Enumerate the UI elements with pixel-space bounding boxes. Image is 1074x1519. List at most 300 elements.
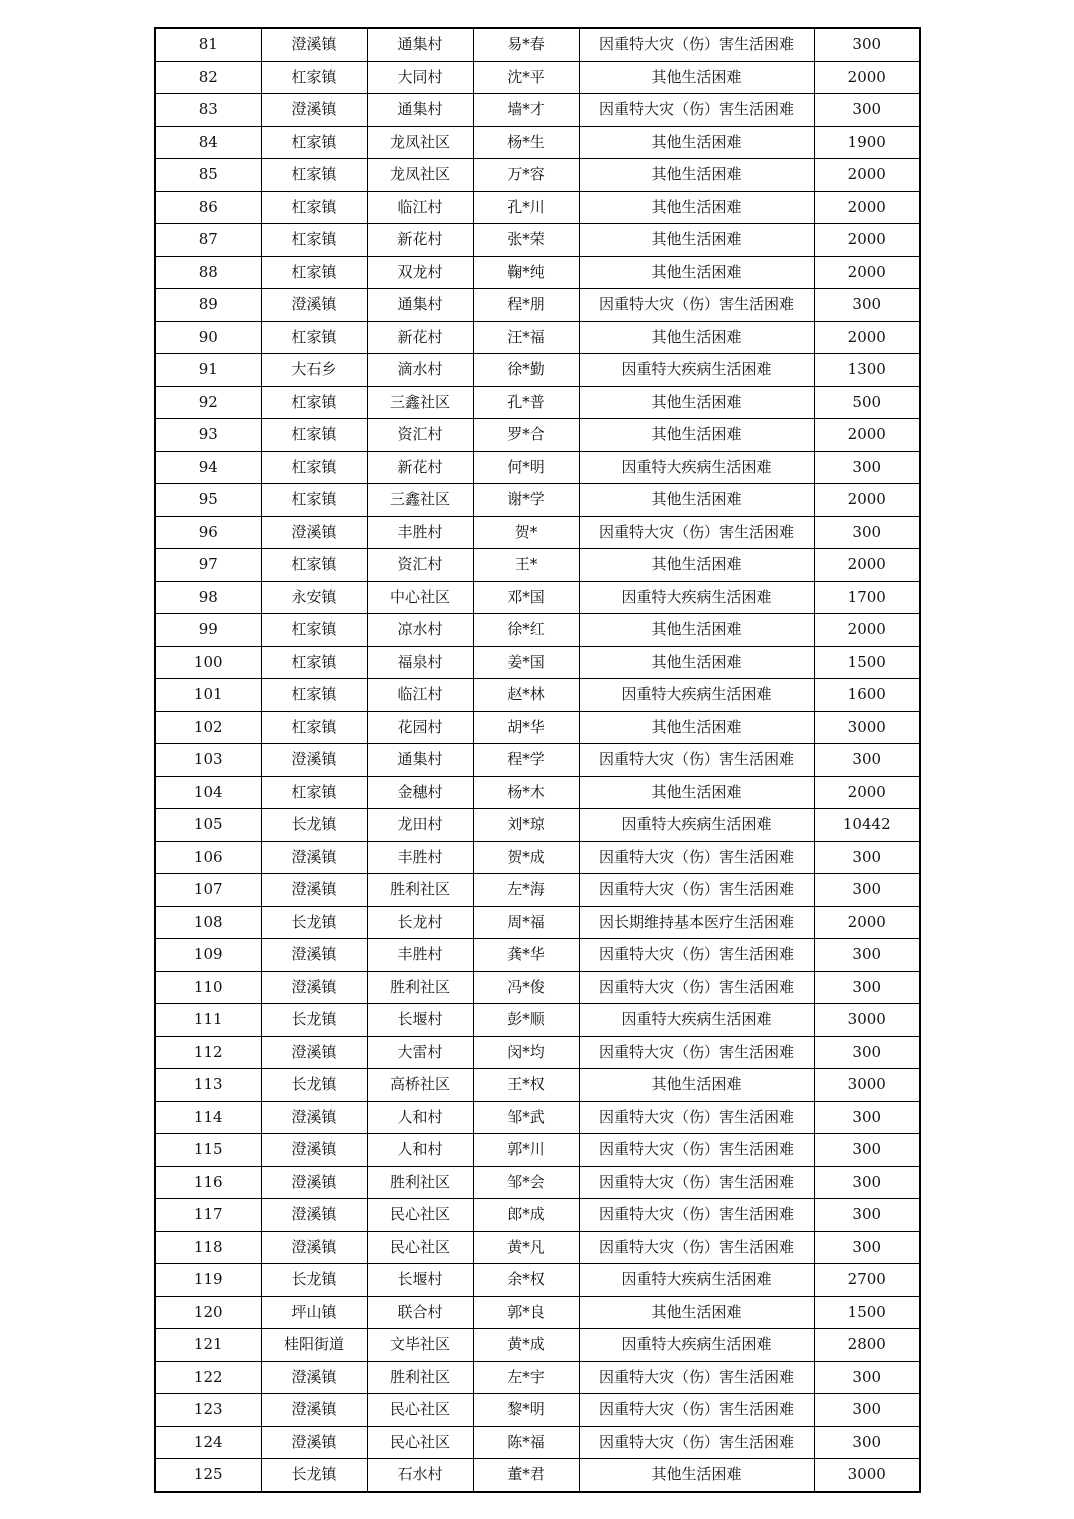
recipient-name-cell: 贺*: [473, 516, 579, 549]
village-cell: 胜利社区: [367, 1361, 473, 1394]
row-number-cell: 120: [155, 1296, 261, 1329]
hardship-type-cell: 因重特大灾（伤）害生活困难: [579, 1231, 814, 1264]
amount-cell: 300: [814, 1101, 920, 1134]
table-row: [155, 549, 920, 582]
hardship-type-cell: 因重特大灾（伤）害生活困难: [579, 1199, 814, 1232]
table-row: [155, 1361, 920, 1394]
row-number-cell: 88: [155, 256, 261, 289]
table-row: [155, 1459, 920, 1492]
town-cell: 杠家镇: [261, 191, 367, 224]
amount-cell: 2000: [814, 321, 920, 354]
table-row: [155, 1166, 920, 1199]
hardship-type-cell: 其他生活困难: [579, 1459, 814, 1492]
table-row: [155, 191, 920, 224]
village-cell: 民心社区: [367, 1199, 473, 1232]
village-cell: 新花村: [367, 451, 473, 484]
town-cell: 长龙镇: [261, 906, 367, 939]
amount-cell: 300: [814, 1426, 920, 1459]
town-cell: 大石乡: [261, 354, 367, 387]
town-cell: 澄溪镇: [261, 516, 367, 549]
town-cell: 澄溪镇: [261, 28, 367, 61]
village-cell: 胜利社区: [367, 1166, 473, 1199]
hardship-type-cell: 其他生活困难: [579, 711, 814, 744]
recipient-name-cell: 徐*红: [473, 614, 579, 647]
village-cell: 中心社区: [367, 581, 473, 614]
recipient-name-cell: 姜*国: [473, 646, 579, 679]
amount-cell: 2000: [814, 549, 920, 582]
hardship-type-cell: 因重特大疾病生活困难: [579, 809, 814, 842]
table-row: [155, 1426, 920, 1459]
recipient-name-cell: 汪*福: [473, 321, 579, 354]
hardship-type-cell: 其他生活困难: [579, 321, 814, 354]
village-cell: 双龙村: [367, 256, 473, 289]
table-row: [155, 354, 920, 387]
table-row: [155, 679, 920, 712]
village-cell: 联合村: [367, 1296, 473, 1329]
hardship-type-cell: 因重特大疾病生活困难: [579, 1329, 814, 1362]
town-cell: 长龙镇: [261, 1264, 367, 1297]
recipient-name-cell: 董*君: [473, 1459, 579, 1492]
village-cell: 高桥社区: [367, 1069, 473, 1102]
hardship-type-cell: 因重特大疾病生活困难: [579, 451, 814, 484]
recipient-name-cell: 左*海: [473, 874, 579, 907]
hardship-type-cell: 因重特大灾（伤）害生活困难: [579, 289, 814, 322]
recipient-name-cell: 徐*勤: [473, 354, 579, 387]
town-cell: 澄溪镇: [261, 289, 367, 322]
recipient-name-cell: 程*朋: [473, 289, 579, 322]
table-row: [155, 321, 920, 354]
hardship-type-cell: 因重特大灾（伤）害生活困难: [579, 28, 814, 61]
recipient-name-cell: 邹*会: [473, 1166, 579, 1199]
row-number-cell: 84: [155, 126, 261, 159]
amount-cell: 1300: [814, 354, 920, 387]
row-number-cell: 123: [155, 1394, 261, 1427]
row-number-cell: 97: [155, 549, 261, 582]
table-row: [155, 874, 920, 907]
hardship-type-cell: 因重特大疾病生活困难: [579, 354, 814, 387]
recipient-name-cell: 黄*凡: [473, 1231, 579, 1264]
amount-cell: 300: [814, 939, 920, 972]
town-cell: 长龙镇: [261, 809, 367, 842]
village-cell: 长龙村: [367, 906, 473, 939]
village-cell: 临江村: [367, 191, 473, 224]
table-row: [155, 776, 920, 809]
town-cell: 杠家镇: [261, 679, 367, 712]
recipient-name-cell: 彭*顺: [473, 1004, 579, 1037]
hardship-type-cell: 其他生活困难: [579, 159, 814, 192]
table-row: [155, 711, 920, 744]
hardship-type-cell: 其他生活困难: [579, 484, 814, 517]
hardship-type-cell: 因重特大灾（伤）害生活困难: [579, 1134, 814, 1167]
row-number-cell: 115: [155, 1134, 261, 1167]
recipient-name-cell: 左*宇: [473, 1361, 579, 1394]
table-row: [155, 809, 920, 842]
village-cell: 人和村: [367, 1101, 473, 1134]
amount-cell: 1700: [814, 581, 920, 614]
amount-cell: 3000: [814, 1004, 920, 1037]
row-number-cell: 81: [155, 28, 261, 61]
recipient-name-cell: 王*权: [473, 1069, 579, 1102]
town-cell: 澄溪镇: [261, 1361, 367, 1394]
village-cell: 三鑫社区: [367, 484, 473, 517]
table-row: [155, 256, 920, 289]
village-cell: 人和村: [367, 1134, 473, 1167]
row-number-cell: 102: [155, 711, 261, 744]
hardship-type-cell: 其他生活困难: [579, 646, 814, 679]
table-body: [155, 28, 920, 1492]
recipient-name-cell: 赵*林: [473, 679, 579, 712]
town-cell: 杠家镇: [261, 386, 367, 419]
table-row: [155, 61, 920, 94]
village-cell: 龙凤社区: [367, 159, 473, 192]
village-cell: 福泉村: [367, 646, 473, 679]
row-number-cell: 121: [155, 1329, 261, 1362]
amount-cell: 2700: [814, 1264, 920, 1297]
amount-cell: 300: [814, 744, 920, 777]
town-cell: 杠家镇: [261, 321, 367, 354]
hardship-type-cell: 因重特大灾（伤）害生活困难: [579, 1101, 814, 1134]
town-cell: 澄溪镇: [261, 744, 367, 777]
hardship-type-cell: 其他生活困难: [579, 126, 814, 159]
recipient-name-cell: 沈*平: [473, 61, 579, 94]
town-cell: 澄溪镇: [261, 939, 367, 972]
table-row: [155, 1394, 920, 1427]
hardship-type-cell: 其他生活困难: [579, 224, 814, 257]
amount-cell: 300: [814, 1166, 920, 1199]
recipient-name-cell: 罗*合: [473, 419, 579, 452]
table-row: [155, 971, 920, 1004]
row-number-cell: 112: [155, 1036, 261, 1069]
town-cell: 澄溪镇: [261, 1166, 367, 1199]
recipient-name-cell: 黄*成: [473, 1329, 579, 1362]
hardship-type-cell: 其他生活困难: [579, 256, 814, 289]
row-number-cell: 83: [155, 94, 261, 127]
amount-cell: 300: [814, 1394, 920, 1427]
hardship-type-cell: 因重特大灾（伤）害生活困难: [579, 1166, 814, 1199]
recipient-name-cell: 张*荣: [473, 224, 579, 257]
row-number-cell: 118: [155, 1231, 261, 1264]
row-number-cell: 87: [155, 224, 261, 257]
recipient-name-cell: 易*春: [473, 28, 579, 61]
recipient-name-cell: 邓*国: [473, 581, 579, 614]
town-cell: 杠家镇: [261, 159, 367, 192]
row-number-cell: 82: [155, 61, 261, 94]
amount-cell: 300: [814, 451, 920, 484]
hardship-type-cell: 因重特大灾（伤）害生活困难: [579, 874, 814, 907]
table-row: [155, 581, 920, 614]
recipient-name-cell: 鞠*纯: [473, 256, 579, 289]
village-cell: 民心社区: [367, 1394, 473, 1427]
table-row: [155, 1036, 920, 1069]
row-number-cell: 101: [155, 679, 261, 712]
table-row: [155, 94, 920, 127]
recipient-name-cell: 黎*明: [473, 1394, 579, 1427]
amount-cell: 300: [814, 841, 920, 874]
town-cell: 澄溪镇: [261, 1134, 367, 1167]
hardship-type-cell: 其他生活困难: [579, 614, 814, 647]
recipient-name-cell: 闵*均: [473, 1036, 579, 1069]
row-number-cell: 122: [155, 1361, 261, 1394]
amount-cell: 1500: [814, 646, 920, 679]
hardship-type-cell: 因重特大灾（伤）害生活困难: [579, 516, 814, 549]
amount-cell: 10442: [814, 809, 920, 842]
village-cell: 龙凤社区: [367, 126, 473, 159]
table-row: [155, 1264, 920, 1297]
town-cell: 澄溪镇: [261, 1426, 367, 1459]
amount-cell: 2000: [814, 776, 920, 809]
row-number-cell: 114: [155, 1101, 261, 1134]
hardship-type-cell: 因重特大灾（伤）害生活困难: [579, 971, 814, 1004]
village-cell: 胜利社区: [367, 874, 473, 907]
table-row: [155, 1231, 920, 1264]
row-number-cell: 107: [155, 874, 261, 907]
recipient-name-cell: 邹*武: [473, 1101, 579, 1134]
amount-cell: 300: [814, 874, 920, 907]
hardship-type-cell: 其他生活困难: [579, 419, 814, 452]
table-row: [155, 614, 920, 647]
town-cell: 澄溪镇: [261, 874, 367, 907]
hardship-type-cell: 其他生活困难: [579, 1069, 814, 1102]
row-number-cell: 91: [155, 354, 261, 387]
row-number-cell: 125: [155, 1459, 261, 1492]
row-number-cell: 106: [155, 841, 261, 874]
village-cell: 滴水村: [367, 354, 473, 387]
town-cell: 杠家镇: [261, 61, 367, 94]
recipient-name-cell: 何*明: [473, 451, 579, 484]
recipient-name-cell: 冯*俊: [473, 971, 579, 1004]
village-cell: 丰胜村: [367, 516, 473, 549]
hardship-type-cell: 因重特大灾（伤）害生活困难: [579, 94, 814, 127]
amount-cell: 2000: [814, 906, 920, 939]
town-cell: 澄溪镇: [261, 1394, 367, 1427]
village-cell: 民心社区: [367, 1231, 473, 1264]
row-number-cell: 98: [155, 581, 261, 614]
amount-cell: 1500: [814, 1296, 920, 1329]
town-cell: 澄溪镇: [261, 94, 367, 127]
amount-cell: 2000: [814, 484, 920, 517]
village-cell: 通集村: [367, 28, 473, 61]
village-cell: 通集村: [367, 744, 473, 777]
recipient-name-cell: 杨*木: [473, 776, 579, 809]
table-row: [155, 1296, 920, 1329]
village-cell: 通集村: [367, 94, 473, 127]
recipient-name-cell: 周*福: [473, 906, 579, 939]
amount-cell: 300: [814, 1361, 920, 1394]
amount-cell: 2000: [814, 61, 920, 94]
village-cell: 丰胜村: [367, 841, 473, 874]
row-number-cell: 116: [155, 1166, 261, 1199]
table-row: [155, 939, 920, 972]
town-cell: 杠家镇: [261, 451, 367, 484]
table-row: [155, 1004, 920, 1037]
amount-cell: 3000: [814, 1459, 920, 1492]
amount-cell: 1600: [814, 679, 920, 712]
town-cell: 杠家镇: [261, 484, 367, 517]
recipient-name-cell: 贺*成: [473, 841, 579, 874]
amount-cell: 3000: [814, 711, 920, 744]
hardship-type-cell: 因重特大灾（伤）害生活困难: [579, 744, 814, 777]
amount-cell: 300: [814, 1231, 920, 1264]
village-cell: 长堰村: [367, 1264, 473, 1297]
recipient-name-cell: 刘*琼: [473, 809, 579, 842]
hardship-type-cell: 其他生活困难: [579, 776, 814, 809]
recipient-name-cell: 谢*学: [473, 484, 579, 517]
row-number-cell: 89: [155, 289, 261, 322]
recipient-name-cell: 余*权: [473, 1264, 579, 1297]
hardship-type-cell: 因重特大疾病生活困难: [579, 1264, 814, 1297]
town-cell: 杠家镇: [261, 711, 367, 744]
table-row: [155, 289, 920, 322]
table-row: [155, 1134, 920, 1167]
town-cell: 杠家镇: [261, 646, 367, 679]
town-cell: 长龙镇: [261, 1004, 367, 1037]
village-cell: 丰胜村: [367, 939, 473, 972]
town-cell: 桂阳街道: [261, 1329, 367, 1362]
table-row: [155, 28, 920, 61]
village-cell: 石水村: [367, 1459, 473, 1492]
table-row: [155, 1101, 920, 1134]
hardship-type-cell: 因重特大灾（伤）害生活困难: [579, 1361, 814, 1394]
amount-cell: 300: [814, 289, 920, 322]
row-number-cell: 95: [155, 484, 261, 517]
village-cell: 资汇村: [367, 549, 473, 582]
amount-cell: 300: [814, 1036, 920, 1069]
recipient-name-cell: 郭*良: [473, 1296, 579, 1329]
table-row: [155, 484, 920, 517]
amount-cell: 2000: [814, 256, 920, 289]
hardship-type-cell: 因重特大疾病生活困难: [579, 679, 814, 712]
relief-recipient-table: [154, 27, 921, 1493]
row-number-cell: 105: [155, 809, 261, 842]
town-cell: 杠家镇: [261, 419, 367, 452]
row-number-cell: 100: [155, 646, 261, 679]
town-cell: 澄溪镇: [261, 1231, 367, 1264]
table-row: [155, 386, 920, 419]
village-cell: 胜利社区: [367, 971, 473, 1004]
village-cell: 花园村: [367, 711, 473, 744]
hardship-type-cell: 因重特大灾（伤）害生活困难: [579, 1036, 814, 1069]
amount-cell: 2000: [814, 159, 920, 192]
village-cell: 临江村: [367, 679, 473, 712]
hardship-type-cell: 因重特大灾（伤）害生活困难: [579, 939, 814, 972]
row-number-cell: 103: [155, 744, 261, 777]
row-number-cell: 124: [155, 1426, 261, 1459]
amount-cell: 300: [814, 971, 920, 1004]
town-cell: 杠家镇: [261, 256, 367, 289]
hardship-type-cell: 其他生活困难: [579, 549, 814, 582]
village-cell: 龙田村: [367, 809, 473, 842]
table-row: [155, 159, 920, 192]
village-cell: 三鑫社区: [367, 386, 473, 419]
table-row: [155, 224, 920, 257]
hardship-type-cell: 因重特大灾（伤）害生活困难: [579, 1426, 814, 1459]
row-number-cell: 111: [155, 1004, 261, 1037]
recipient-name-cell: 程*学: [473, 744, 579, 777]
village-cell: 民心社区: [367, 1426, 473, 1459]
amount-cell: 300: [814, 516, 920, 549]
recipient-name-cell: 孔*川: [473, 191, 579, 224]
recipient-name-cell: 陈*福: [473, 1426, 579, 1459]
amount-cell: 2000: [814, 191, 920, 224]
village-cell: 资汇村: [367, 419, 473, 452]
row-number-cell: 109: [155, 939, 261, 972]
town-cell: 澄溪镇: [261, 841, 367, 874]
recipient-name-cell: 龚*华: [473, 939, 579, 972]
amount-cell: 1900: [814, 126, 920, 159]
amount-cell: 300: [814, 1134, 920, 1167]
recipient-name-cell: 墙*才: [473, 94, 579, 127]
village-cell: 通集村: [367, 289, 473, 322]
table-row: [155, 516, 920, 549]
table-row: [155, 451, 920, 484]
village-cell: 文毕社区: [367, 1329, 473, 1362]
row-number-cell: 92: [155, 386, 261, 419]
village-cell: 大雷村: [367, 1036, 473, 1069]
hardship-type-cell: 其他生活困难: [579, 61, 814, 94]
row-number-cell: 113: [155, 1069, 261, 1102]
recipient-name-cell: 孔*普: [473, 386, 579, 419]
hardship-type-cell: 因重特大疾病生活困难: [579, 1004, 814, 1037]
recipient-name-cell: 胡*华: [473, 711, 579, 744]
hardship-type-cell: 因重特大灾（伤）害生活困难: [579, 841, 814, 874]
village-cell: 新花村: [367, 321, 473, 354]
town-cell: 杠家镇: [261, 614, 367, 647]
town-cell: 澄溪镇: [261, 971, 367, 1004]
table-row: [155, 1069, 920, 1102]
recipient-name-cell: 王*: [473, 549, 579, 582]
amount-cell: 2800: [814, 1329, 920, 1362]
row-number-cell: 94: [155, 451, 261, 484]
village-cell: 凉水村: [367, 614, 473, 647]
row-number-cell: 117: [155, 1199, 261, 1232]
recipient-name-cell: 郭*川: [473, 1134, 579, 1167]
table-row: [155, 646, 920, 679]
recipient-name-cell: 郎*成: [473, 1199, 579, 1232]
amount-cell: 500: [814, 386, 920, 419]
town-cell: 澄溪镇: [261, 1199, 367, 1232]
row-number-cell: 86: [155, 191, 261, 224]
row-number-cell: 108: [155, 906, 261, 939]
hardship-type-cell: 其他生活困难: [579, 386, 814, 419]
town-cell: 坪山镇: [261, 1296, 367, 1329]
row-number-cell: 104: [155, 776, 261, 809]
table-row: [155, 841, 920, 874]
table-row: [155, 906, 920, 939]
table-row: [155, 1199, 920, 1232]
table-row: [155, 126, 920, 159]
row-number-cell: 85: [155, 159, 261, 192]
town-cell: 长龙镇: [261, 1069, 367, 1102]
town-cell: 澄溪镇: [261, 1101, 367, 1134]
table-row: [155, 419, 920, 452]
hardship-type-cell: 因长期维持基本医疗生活困难: [579, 906, 814, 939]
amount-cell: 300: [814, 94, 920, 127]
village-cell: 金穗村: [367, 776, 473, 809]
table-row: [155, 744, 920, 777]
amount-cell: 300: [814, 1199, 920, 1232]
amount-cell: 3000: [814, 1069, 920, 1102]
amount-cell: 2000: [814, 614, 920, 647]
town-cell: 永安镇: [261, 581, 367, 614]
town-cell: 杠家镇: [261, 776, 367, 809]
village-cell: 大同村: [367, 61, 473, 94]
table-row: [155, 1329, 920, 1362]
amount-cell: 2000: [814, 419, 920, 452]
recipient-name-cell: 杨*生: [473, 126, 579, 159]
hardship-type-cell: 其他生活困难: [579, 1296, 814, 1329]
row-number-cell: 119: [155, 1264, 261, 1297]
town-cell: 杠家镇: [261, 224, 367, 257]
